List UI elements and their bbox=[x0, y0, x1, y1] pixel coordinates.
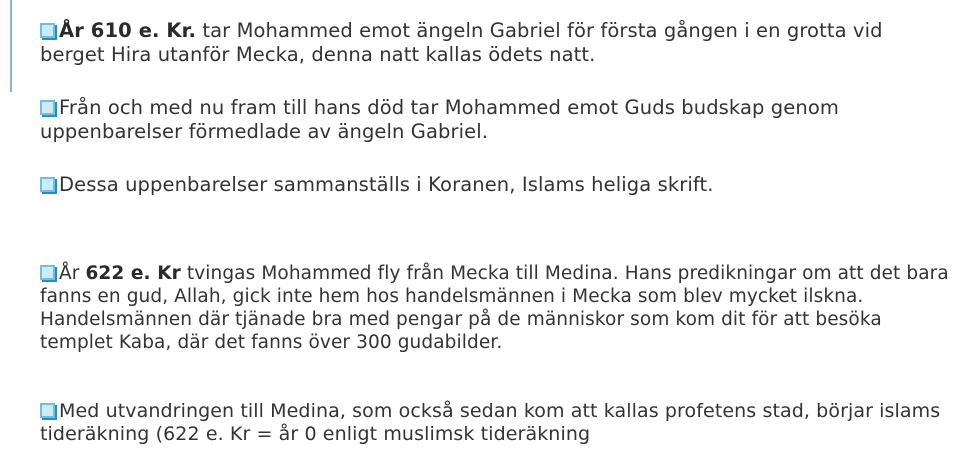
bullet-text: tvingas Mohammed fly från Mecka till Medina. Hans predikningar om att det bara fanns en gud, Allah, gick inte hem hos handelsmännen i Mecka som blev mycket ilskna. Handelsmännen där tjänade bra med pengar på de människor som kom dit för att besöka templet Kaba, där det fanns över 300 gudabilder. bbox=[40, 263, 949, 353]
accent-line bbox=[10, 0, 12, 92]
year-label: 622 e. Kr bbox=[85, 263, 181, 284]
bullet-medina bbox=[40, 400, 950, 446]
bullet-revelations bbox=[40, 96, 950, 143]
checkbox-bullet-icon bbox=[40, 177, 55, 192]
bullet-text: Med utvandringen till Medina, som också sedan kom att kallas profetens stad, börjar islams tideräkning (622 e. Kr = år 0 enligt muslimsk tideräkning bbox=[40, 400, 941, 445]
checkbox-bullet-icon bbox=[40, 265, 55, 280]
checkbox-bullet-icon bbox=[40, 23, 55, 38]
bullet-610 bbox=[40, 19, 950, 66]
year-label: År 610 e. Kr. bbox=[59, 19, 197, 42]
bullet-622 bbox=[40, 262, 950, 354]
checkbox-bullet-icon bbox=[40, 403, 55, 418]
bullet-text: tar Mohammed emot ängeln Gabriel för första gången i en grotta vid berget Hira utanför Mecka, denna natt kallas ödets natt. bbox=[40, 19, 883, 66]
bullet-koran bbox=[40, 173, 950, 197]
year-prefix: År bbox=[59, 263, 86, 284]
bullet-text: Dessa uppenbarelser sammanställs i Koranen, Islams heliga skrift. bbox=[59, 173, 714, 196]
checkbox-bullet-icon bbox=[40, 100, 55, 115]
bullet-text: Från och med nu fram till hans död tar Mohammed emot Guds budskap genom uppenbarelser förmedlade av ängeln Gabriel. bbox=[40, 96, 839, 143]
